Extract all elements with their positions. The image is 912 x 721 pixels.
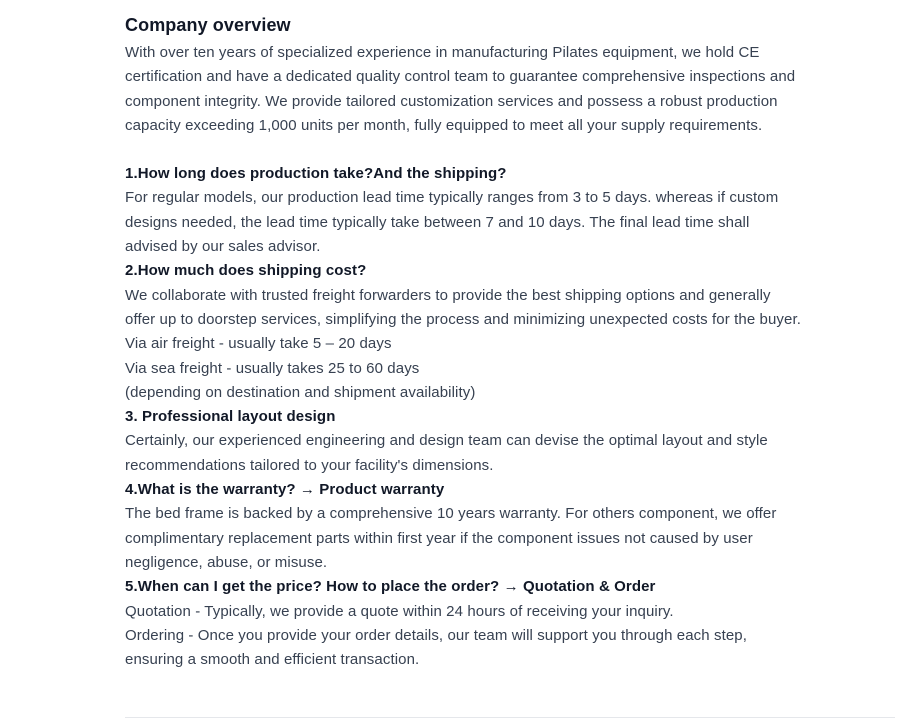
faq-answer-paragraph: We collaborate with trusted freight forwarders to provide the best shipping options and generally offer up to doorstep services, simplifying the process and minimizing unexpected costs for the buyer. xyxy=(125,286,801,328)
faq-question: 2.How much does shipping cost? xyxy=(125,262,367,280)
faq-answer-paragraph: Certainly, our experienced engineering and design team can devise the optimal layout and style recommendations tailored to your facility's dimensions. xyxy=(125,432,768,474)
company-overview-section xyxy=(125,11,801,672)
section-title: Company overview xyxy=(125,15,291,35)
faq-answer-paragraph: Quotation - Typically, we provide a quote within 24 hours of receiving your inquiry. xyxy=(125,602,674,620)
faq-answer-paragraph: For regular models, our production lead time typically ranges from 3 to 5 days. whereas if custom designs needed, the lead time typically take between 7 and 10 days. The final lead time shall advised by our sales advisor. xyxy=(125,189,779,256)
faq-answer-paragraph: (depending on destination and shipment availability) xyxy=(125,383,476,401)
faq-question: 5.When can I get the price? How to place the order? → Quotation & Order xyxy=(125,578,656,596)
faq-answer-paragraph: Ordering - Once you provide your order details, our team will support you through each step, ensuring a smooth and efficient transaction. xyxy=(125,626,748,669)
bottom-divider xyxy=(125,717,895,718)
faq-question: 3. Professional layout design xyxy=(125,408,336,426)
faq-question: 1.How long does production take?And the shipping? xyxy=(125,165,507,183)
faq-answer-paragraph: The bed frame is backed by a comprehensive 10 years warranty. For others component, we offer complimentary replacement parts within first year if the component issues not caused by user negligence, abuse, or misuse. xyxy=(125,505,777,571)
faq-answer-paragraph: Via sea freight - usually takes 25 to 60 days xyxy=(125,359,420,377)
faq-answer-paragraph: Via air freight - usually take 5 – 20 days xyxy=(125,335,392,353)
faq-list xyxy=(125,162,801,672)
faq-question: 4.What is the warranty? → Product warranty xyxy=(125,481,445,499)
intro-paragraph: With over ten years of specialized experience in manufacturing Pilates equipment, we hold CE certification and have a dedicated quality control team to guarantee comprehensive inspections and component integrity. We provide tailored customization services and possess a robust production capacity exceeding 1,000 units per month, fully equipped to meet all your supply requirements. xyxy=(125,44,796,134)
